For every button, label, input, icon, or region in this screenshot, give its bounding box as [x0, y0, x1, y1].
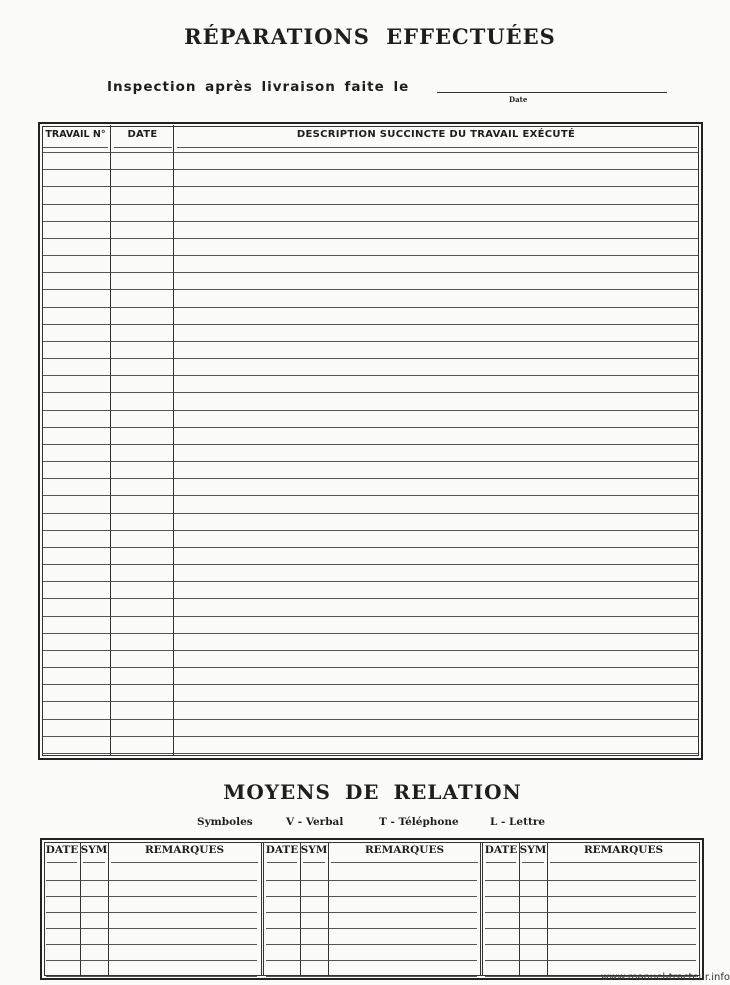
- relations-col-header-sym: SYM: [519, 844, 547, 856]
- table-row[interactable]: [43, 152, 698, 153]
- table-row[interactable]: [43, 633, 698, 634]
- table-row[interactable]: [43, 444, 698, 445]
- table-row[interactable]: [43, 307, 698, 308]
- table-row[interactable]: [43, 547, 698, 548]
- relations-col-header-date: DATE: [484, 844, 518, 856]
- relations-col-header-date: DATE: [265, 844, 299, 856]
- table-row[interactable]: [43, 616, 698, 617]
- table-row[interactable]: [43, 753, 698, 754]
- relations-col-header-remarques: REMARQUES: [144, 844, 225, 856]
- table-row[interactable]: [43, 410, 698, 411]
- table-row[interactable]: [43, 238, 698, 239]
- watermark: www.manuel-tracteur.info: [600, 972, 730, 983]
- table-row[interactable]: [43, 736, 698, 737]
- table-row[interactable]: [46, 896, 257, 897]
- table-row[interactable]: [46, 880, 257, 881]
- date-caption: Date: [509, 95, 528, 104]
- relations-header-rule: [303, 862, 325, 863]
- table-row[interactable]: [43, 392, 698, 393]
- table-row[interactable]: [43, 495, 698, 496]
- relations-column-divider: [300, 842, 301, 976]
- repairs-header-rule: [43, 147, 108, 148]
- relations-column-divider: [547, 842, 548, 976]
- table-row[interactable]: [485, 976, 696, 977]
- symbols-label: Symboles: [197, 816, 253, 828]
- table-row[interactable]: [266, 960, 477, 961]
- table-row[interactable]: [43, 341, 698, 342]
- table-row[interactable]: [43, 598, 698, 599]
- relations-header-rule: [83, 862, 105, 863]
- table-row[interactable]: [43, 461, 698, 462]
- relations-col-header-remarques: REMARQUES: [364, 844, 445, 856]
- col-header-travail: TRAVAIL N°: [45, 129, 106, 140]
- table-row[interactable]: [485, 880, 696, 881]
- repairs-column-divider: [110, 125, 111, 755]
- table-row[interactable]: [46, 912, 257, 913]
- relations-group-divider: [263, 842, 264, 976]
- relations-title: MOYENS DE RELATION: [223, 780, 522, 804]
- col-header-date: DATE: [127, 129, 158, 140]
- repairs-table: [38, 122, 703, 760]
- table-row[interactable]: [43, 684, 698, 685]
- relations-col-header-sym: SYM: [80, 844, 108, 856]
- relations-col-header-sym: SYM: [300, 844, 328, 856]
- table-row[interactable]: [266, 896, 477, 897]
- relations-group-divider: [480, 842, 481, 976]
- relations-header-rule: [522, 862, 544, 863]
- table-row[interactable]: [43, 667, 698, 668]
- col-header-description: DESCRIPTION SUCCINCTE DU TRAVAIL EXÉCUTÉ: [296, 129, 576, 140]
- relations-column-divider: [519, 842, 520, 976]
- repairs-header-rule: [114, 147, 172, 148]
- table-row[interactable]: [43, 186, 698, 187]
- table-row[interactable]: [266, 976, 477, 977]
- table-row[interactable]: [43, 564, 698, 565]
- table-row[interactable]: [46, 928, 257, 929]
- table-row[interactable]: [43, 427, 698, 428]
- relations-group-divider: [482, 842, 483, 976]
- relations-header-rule: [486, 862, 516, 863]
- page-title: RÉPARATIONS EFFECTUÉES: [184, 24, 556, 49]
- table-row[interactable]: [266, 944, 477, 945]
- relations-col-header-date: DATE: [45, 844, 79, 856]
- table-row[interactable]: [266, 928, 477, 929]
- table-row[interactable]: [43, 358, 698, 359]
- table-row[interactable]: [485, 896, 696, 897]
- table-row[interactable]: [43, 650, 698, 651]
- table-row[interactable]: [46, 944, 257, 945]
- relations-column-divider: [328, 842, 329, 976]
- table-row[interactable]: [43, 324, 698, 325]
- relations-col-header-remarques: REMARQUES: [583, 844, 664, 856]
- inspection-label: Inspection après livraison faite le: [107, 79, 410, 95]
- relations-column-divider: [80, 842, 81, 976]
- symbol-verbal: V - Verbal: [286, 816, 344, 828]
- table-row[interactable]: [43, 513, 698, 514]
- repairs-header-rule: [177, 147, 697, 148]
- table-row[interactable]: [43, 581, 698, 582]
- table-row[interactable]: [485, 960, 696, 961]
- relations-group-divider: [261, 842, 262, 976]
- repairs-column-divider: [173, 125, 174, 755]
- table-row[interactable]: [43, 719, 698, 720]
- relations-header-rule: [267, 862, 297, 863]
- table-row[interactable]: [43, 375, 698, 376]
- table-row[interactable]: [43, 701, 698, 702]
- table-row[interactable]: [43, 272, 698, 273]
- relations-header-rule: [47, 862, 77, 863]
- relations-column-divider: [108, 842, 109, 976]
- relations-header-rule: [331, 862, 478, 863]
- table-row[interactable]: [43, 289, 698, 290]
- relations-header-rule: [111, 862, 258, 863]
- symbol-lettre: L - Lettre: [490, 816, 546, 828]
- table-row[interactable]: [43, 204, 698, 205]
- table-row[interactable]: [485, 944, 696, 945]
- table-row[interactable]: [46, 960, 257, 961]
- table-row[interactable]: [485, 912, 696, 913]
- relations-header-rule: [550, 862, 697, 863]
- table-row[interactable]: [266, 912, 477, 913]
- table-row[interactable]: [43, 169, 698, 170]
- table-row[interactable]: [43, 221, 698, 222]
- table-row[interactable]: [266, 880, 477, 881]
- table-row[interactable]: [43, 478, 698, 479]
- relations-table: [40, 838, 704, 980]
- table-row[interactable]: [43, 255, 698, 256]
- symbol-telephone: T - Téléphone: [379, 816, 459, 828]
- inspection-date-line[interactable]: [437, 92, 667, 93]
- table-row[interactable]: [485, 928, 696, 929]
- table-row[interactable]: [46, 976, 257, 977]
- table-row[interactable]: [43, 530, 698, 531]
